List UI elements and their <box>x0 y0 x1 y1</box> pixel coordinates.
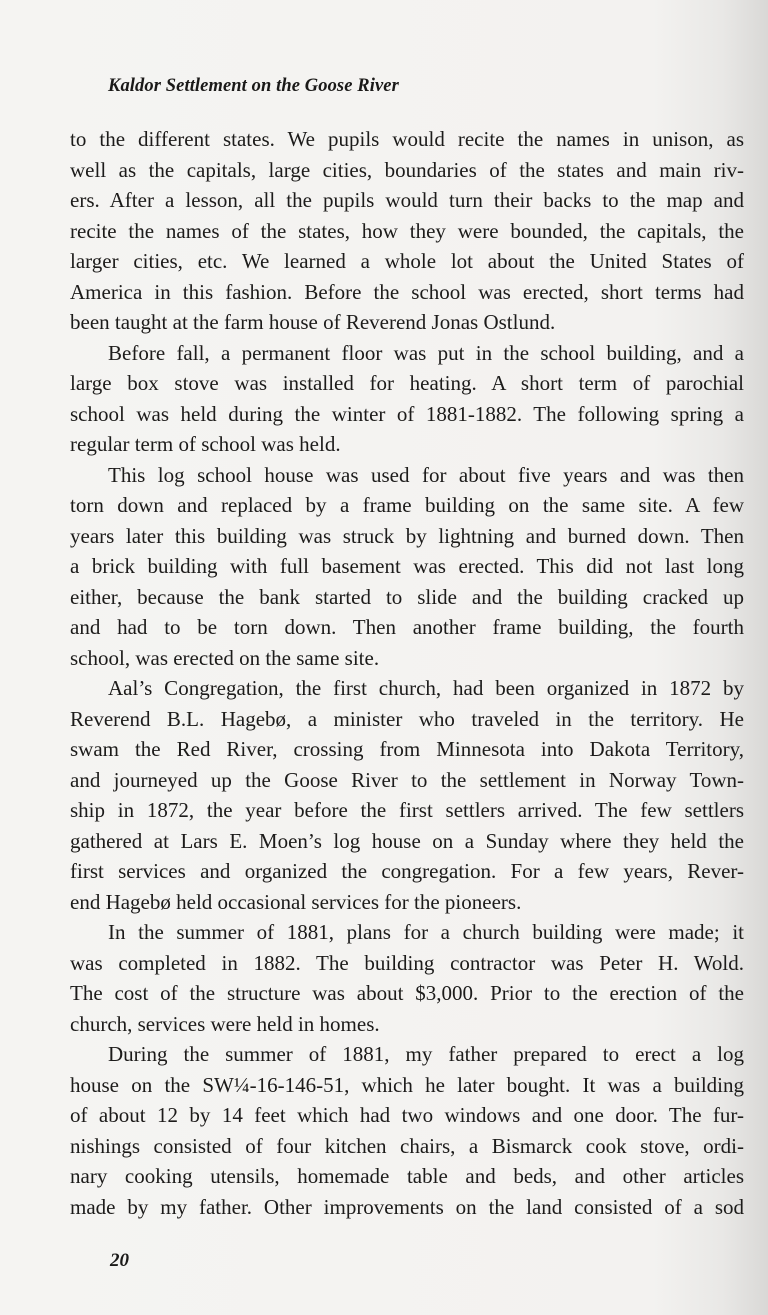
text-line: This log school house was used for about five years and was then <box>108 462 744 487</box>
text-line: Reverend B.L. Hagebø, a minister who traveled in the territory. He <box>70 706 744 731</box>
text-line: and journeyed up the Goose River to the settlement in Norway Town- <box>70 767 744 792</box>
text-line: school, was erected on the same site. <box>70 645 380 670</box>
text-line: torn down and replaced by a frame building on the same site. A few <box>70 493 744 517</box>
text-line: a brick building with full basement was erected. This did not last long <box>70 554 744 578</box>
text-line: large box stove was installed for heating. A short term of parochial <box>70 371 744 395</box>
text-line: church, services were held in homes. <box>70 1011 380 1036</box>
text-line: house on the SW¼-16-146-51, which he later bought. It was a building <box>70 1072 744 1097</box>
text-line: Aal’s Congregation, the first church, had been organized in 1872 by <box>108 676 744 700</box>
text-line: either, because the bank started to slide and the building cracked up <box>70 584 744 609</box>
text-line: and had to be torn down. Then another frame building, the fourth <box>70 615 744 639</box>
text-line: well as the capitals, large cities, boundaries of the states and main riv- <box>70 157 744 182</box>
text-line: regular term of school was held. <box>70 432 341 456</box>
body-text <box>70 124 744 1222</box>
text-line: made by my father. Other improvements on the land consisted of a sod <box>70 1194 744 1219</box>
text-line: swam the Red River, crossing from Minnesota into Dakota Territory, <box>70 737 744 761</box>
text-line: During the summer of 1881, my father prepared to erect a log <box>108 1042 744 1066</box>
text-line: Before fall, a permanent floor was put in the school building, and a <box>108 340 744 365</box>
text-line: school was held during the winter of 1881-1882. The following spring a <box>70 401 744 426</box>
running-head: Kaldor Settlement on the Goose River <box>108 76 399 96</box>
text-line: America in this fashion. Before the school was erected, short terms had <box>70 279 744 304</box>
text-line: years later this building was struck by lightning and burned down. Then <box>70 523 744 548</box>
text-line: ers. After a lesson, all the pupils would turn their backs to the map and <box>70 188 744 212</box>
text-line: been taught at the farm house of Reverend Jonas Ostlund. <box>70 310 556 334</box>
text-line: The cost of the structure was about $3,000. Prior to the erection of the <box>70 981 744 1005</box>
text-line: of about 12 by 14 feet which had two windows and one door. The fur- <box>70 1103 744 1127</box>
text-line: ship in 1872, the year before the first settlers arrived. The few settlers <box>70 798 744 822</box>
text-line: larger cities, etc. We learned a whole lot about the United States of <box>70 249 744 273</box>
text-line: was completed in 1882. The building contractor was Peter H. Wold. <box>70 950 744 975</box>
text-line: nishings consisted of four kitchen chairs, a Bismarck cook stove, ordi- <box>70 1133 744 1158</box>
text-line: nary cooking utensils, homemade table and beds, and other articles <box>70 1164 744 1188</box>
text-line: gathered at Lars E. Moen’s log house on a Sunday where they held the <box>70 828 744 853</box>
text-line: In the summer of 1881, plans for a church building were made; it <box>108 920 744 944</box>
text-line: end Hagebø held occasional services for the pioneers. <box>70 889 522 914</box>
text-line: to the different states. We pupils would recite the names in unison, as <box>70 127 744 151</box>
text-line: first services and organized the congregation. For a few years, Rever- <box>70 859 744 883</box>
text-line: recite the names of the states, how they were bounded, the capitals, the <box>70 218 744 243</box>
page-number: 20 <box>110 1250 129 1271</box>
